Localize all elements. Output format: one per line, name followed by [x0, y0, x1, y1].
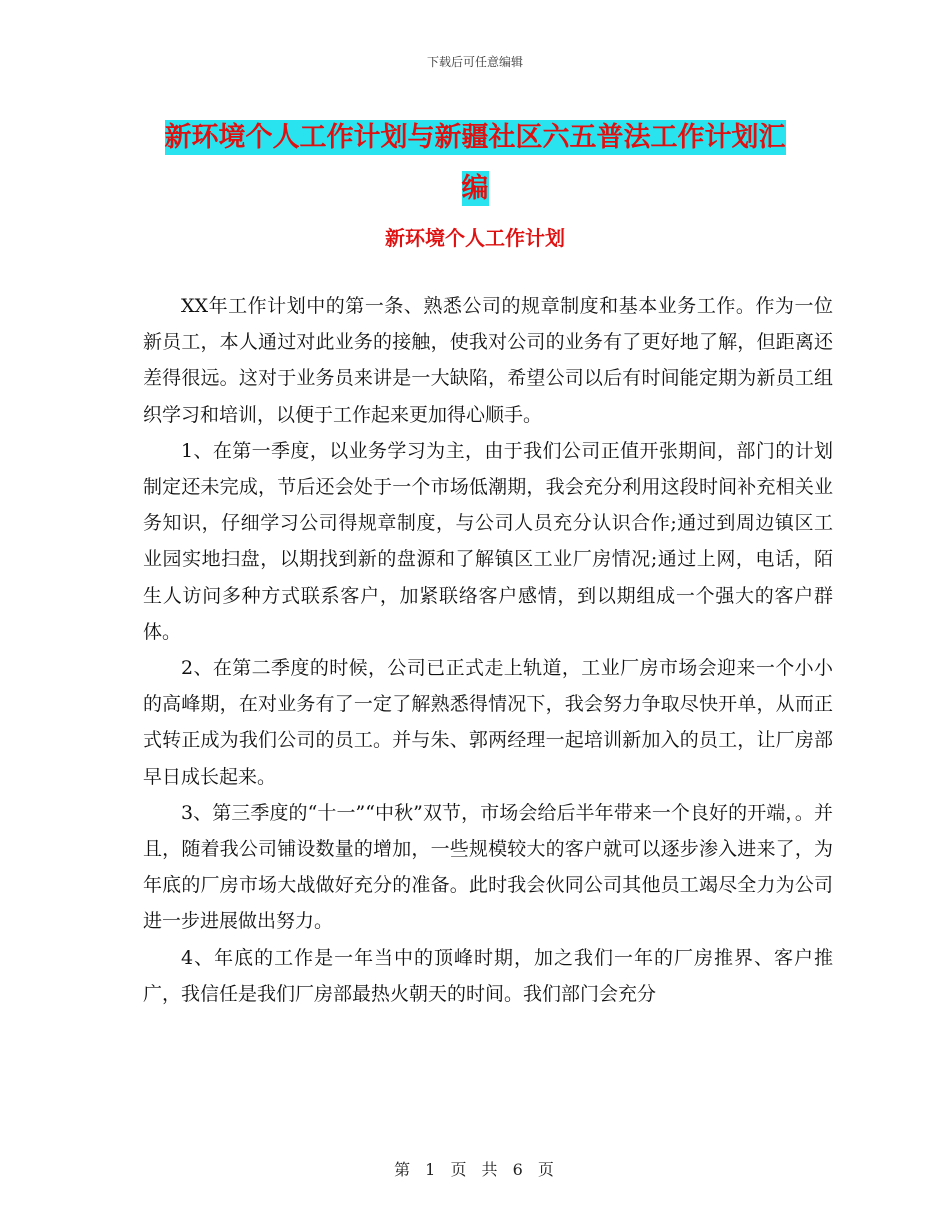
- page-footer: 第 1 页 共 6 页: [394, 1160, 556, 1179]
- document-title-line1: 新环境个人工作计划与新疆社区六五普法工作计划汇: [164, 122, 786, 153]
- page-header-note: 下载后可任意编辑: [426, 55, 523, 69]
- paragraph: 2、在第二季度的时候，公司已正式走上轨道，工业厂房市场会迎来一个小小的高峰期，在对业务有了一定了解熟悉得情况下，我会努力争取尽快开单，从而正式转正成为我们公司的员工。并与朱、郭两经理一起培训新加入的员工，让厂房部早日成长起来。: [143, 657, 833, 788]
- paragraph: 1、在第一季度，以业务学习为主，由于我们公司正值开张期间，部门的计划制定还未完成，节后还会处于一个市场低潮期，我会充分利用这段时间补充相关业务知识，仔细学习公司得规章制度，与公司人员充分认识合作;通过到周边镇区工业园实地扫盘，以期找到新的盘源和了解镇区工业厂房情况;通过上网，电话，陌生人访问多种方式联系客户，加紧联络客户感情，到以期组成一个强大的客户群体。: [143, 439, 833, 643]
- paragraph: 3、第三季度的“十一”“中秋”双节，市场会给后半年带来一个良好的开端，。并且，随着我公司铺设数量的增加，一些规模较大的客户就可以逐步渗入进来了，为年底的厂房市场大战做好充分的准备。此时我会伙同公司其他员工竭尽全力为公司进一步进展做出努力。: [143, 801, 833, 933]
- paragraph: 4、年底的工作是一年当中的顶峰时期，加之我们一年的厂房推界、客户推广，我信任是我们厂房部最热火朝天的时间。我们部门会充分: [143, 946, 833, 1005]
- section-title: 新环境个人工作计划: [385, 226, 565, 250]
- body-text: [143, 288, 833, 1012]
- document-title-line2: 编: [461, 173, 489, 204]
- document-title: [0, 112, 950, 214]
- paragraph: XX年工作计划中的第一条、熟悉公司的规章制度和基本业务工作。作为一位新员工，本人通过对此业务的接触，使我对公司的业务有了更好地了解，但距离还差得很远。这对于业务员来讲是一大缺陷，希望公司以后有时间能定期为新员工组织学习和培训，以便于工作起来更加得心顺手。: [143, 295, 833, 426]
